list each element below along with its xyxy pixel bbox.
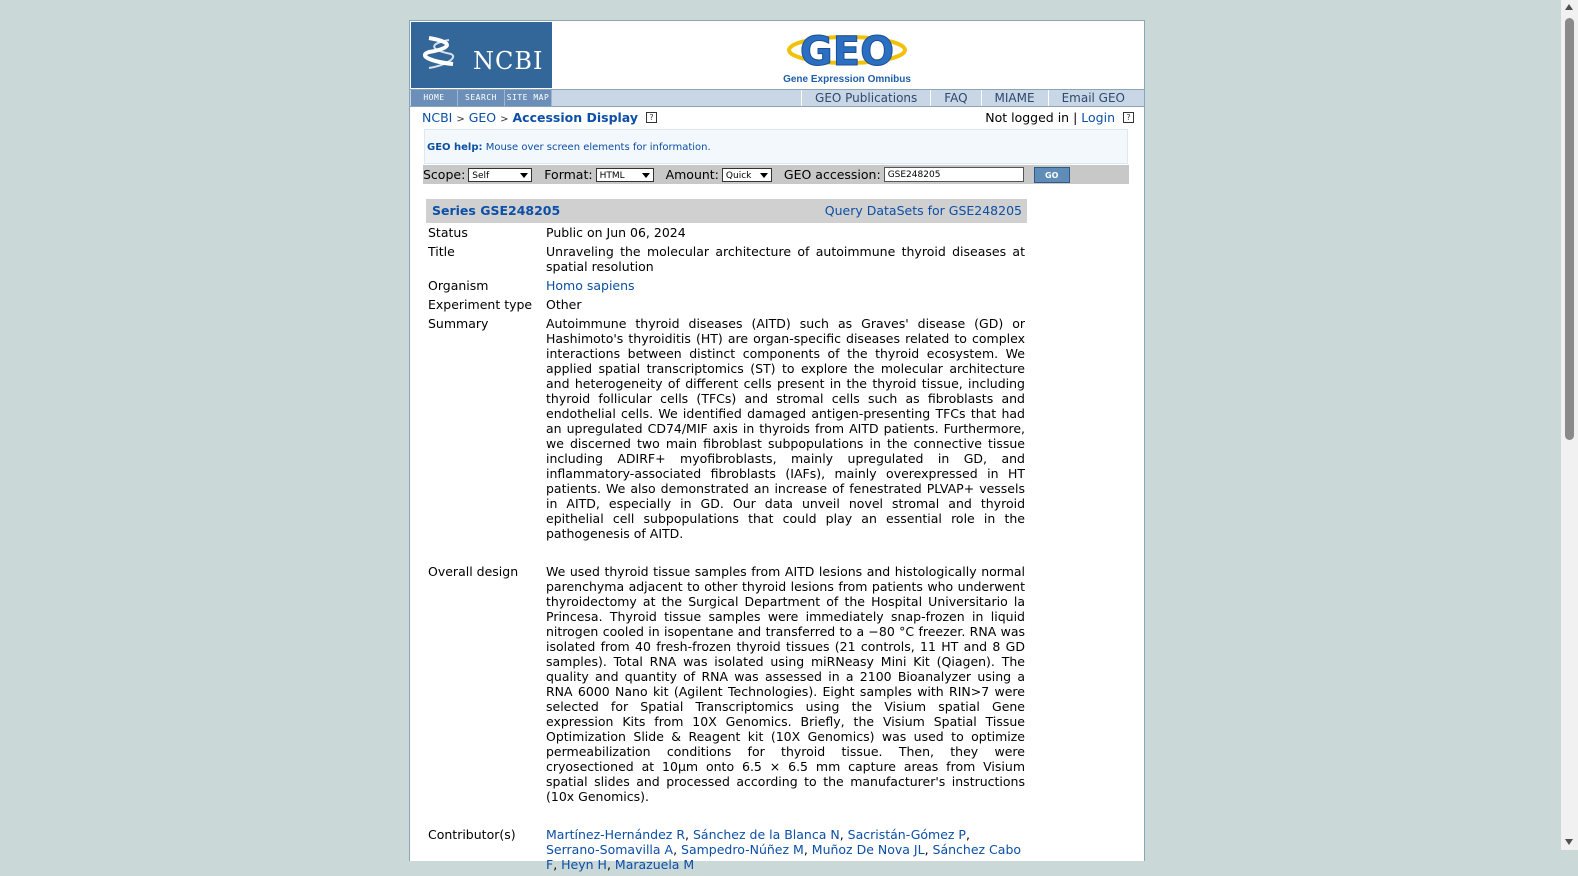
breadcrumb-ncbi[interactable]: NCBI — [422, 110, 453, 125]
series-details — [428, 225, 1025, 876]
row-organism — [428, 278, 1025, 293]
login-link[interactable]: Login — [1081, 110, 1116, 125]
row-title — [428, 244, 1025, 274]
contributor-link[interactable]: Heyn H — [561, 857, 607, 872]
contributor-link[interactable]: Serrano-Somavilla A — [546, 842, 674, 857]
contributor-link[interactable]: Martínez-Hernández R — [546, 827, 686, 842]
contributors-label: Contributor(s) — [428, 827, 516, 842]
contributor-link[interactable]: Sampedro-Núñez M — [681, 842, 804, 857]
summary-label: Summary — [428, 316, 489, 331]
nav-search[interactable]: SEARCH — [458, 90, 505, 106]
geo-nav — [801, 90, 1138, 106]
geo-logo-text: GEO — [799, 29, 895, 73]
ncbi-logo-text: NCBI — [473, 47, 544, 75]
title-label: Title — [428, 244, 455, 259]
breadcrumb-separator: > — [500, 114, 509, 125]
overall-design-value: We used thyroid tissue samples from AITD lesions and histologically normal parenchyma adjacent to other thyroid lesions from patients who underwent thyroidectomy at the Surgical Department of the Hospital Universitario la Princesa. Thyroid tissue samples were immediately snap-frozen in liquid nitrogen cooled in isopentane and transferred to a −80 °C freezer. RNA was isolated from 40 fresh-frozen thyroid tissues (21 controls, 11 HT and 8 GD samples). Total RNA was isolated using miRNeasy Mini Kit (Qiagen). The quality and quantity of RNA was assessed in a 2100 Bioanalyzer using a RNA 6000 Nano kit (Agilent Technologies). Eight samples with RIN>7 were selected for Spatial Transcriptomics using the Visium spatial Gene expression Kits from 10X Genomics. Briefly, the Visium Spatial Tissue Optimization Slide & Reagent kit (10X Genomics) was used to optimize permeabilization conditions for thyroid tissue. Then, they were cryosectioned at 10μm onto 6.5 × 6.5 mm capture areas from Visium spatial slides and processed according to the manufacturer's instructions (10x Genomics). — [546, 564, 1025, 804]
organism-link[interactable]: Homo sapiens — [546, 278, 635, 293]
nav-home[interactable]: HOME — [411, 90, 458, 106]
scrollbar-thumb[interactable] — [1565, 18, 1574, 440]
nav-faq[interactable]: FAQ — [930, 90, 980, 106]
geo-logo[interactable] — [782, 27, 912, 87]
breadcrumb-current: Accession Display — [512, 110, 639, 125]
nav-miame[interactable]: MIAME — [981, 90, 1048, 106]
nav-site-map[interactable]: SITE MAP — [505, 90, 552, 106]
accession-controls — [423, 165, 1129, 184]
series-title: Series GSE248205 — [432, 203, 561, 218]
go-button[interactable]: GO — [1034, 167, 1070, 183]
login-divider: | — [1073, 110, 1078, 125]
scope-select[interactable]: Self — [468, 168, 532, 182]
geo-logo-mark — [782, 27, 912, 73]
help-label: GEO help: — [427, 142, 483, 153]
summary-value: Autoimmune thyroid diseases (AITD) such as Graves' disease (GD) or Hashimoto's thyroiditis (HT) are organ-specific diseases related to complex interactions between distinct components of the thyroid ecosystem. We applied spatial transcriptomics (ST) to explore the molecular architecture and heterogeneity of different cells present in the thyroid tissue, including thyroid follicular cells (TFCs) and stromal cells such as fibroblasts and endothelial cells. We identified damaged antigen-presenting TFCs that had an upregulated CD74/MIF axis in thyroids from AITD patients. Furthermore, we discerned two main fibroblast subpopulations in the connective tissue including ADIRF+ myofibroblasts, mainly upregulated in GD, and inflammatory-associated fibroblasts (IAFs), mainly overexpressed in HT patients. We also demonstrated an increase of fenestrated PLVAP+ vessels in AITD, especially in GD. Our data unveil novel stromal and thyroid epithelial cell subpopulations that could play an essential role in the pathogenesis of AITD. — [546, 316, 1025, 541]
series-header — [426, 199, 1027, 223]
experiment-type-label: Experiment type — [428, 297, 533, 312]
accession-label: GEO accession: — [783, 167, 881, 182]
help-icon[interactable]: ? — [646, 112, 657, 123]
session-status — [985, 110, 1134, 125]
ncbi-logo[interactable] — [411, 22, 553, 88]
contributor-link[interactable]: Sánchez Cabo F — [546, 842, 1022, 872]
page-container — [409, 20, 1145, 872]
accession-input[interactable]: GSE248205 — [884, 167, 1024, 182]
row-experiment-type — [428, 297, 1025, 312]
contributor-link[interactable]: Marazuela M — [614, 857, 695, 872]
row-overall-design — [428, 564, 1025, 804]
amount-select[interactable]: Quick — [722, 168, 772, 182]
geo-help-box — [424, 129, 1128, 164]
scope-label: Scope: — [423, 167, 466, 182]
ncbi-nav — [411, 90, 552, 106]
title-value: Unraveling the molecular architecture of autoimmune thyroid diseases at spatial resolution — [546, 244, 1025, 274]
row-status — [428, 225, 1025, 240]
login-status: Not logged in — [985, 110, 1070, 125]
contributor-link[interactable]: Sacristán-Gómez P — [847, 827, 966, 842]
contributor-link[interactable]: Sánchez de la Blanca N — [692, 827, 840, 842]
vertical-scrollbar[interactable] — [1561, 0, 1578, 850]
breadcrumb-separator: > — [456, 114, 465, 125]
help-text: Mouse over screen elements for information. — [485, 142, 711, 153]
format-label: Format: — [544, 167, 593, 182]
geo-logo-subtitle: Gene Expression Omnibus — [783, 74, 911, 85]
nav-email-geo[interactable]: Email GEO — [1048, 90, 1138, 106]
amount-label: Amount: — [665, 167, 719, 182]
overall-design-label: Overall design — [428, 564, 519, 579]
organism-label: Organism — [428, 278, 489, 293]
row-summary — [428, 316, 1025, 541]
query-datasets-link[interactable]: Query DataSets for GSE248205 — [824, 203, 1022, 218]
scroll-up-icon[interactable] — [1565, 4, 1573, 10]
contributor-link[interactable]: Muñoz De Nova JL — [811, 842, 925, 857]
dna-helix-icon — [423, 34, 459, 74]
scroll-down-icon[interactable] — [1565, 839, 1573, 845]
status-label: Status — [428, 225, 468, 240]
status-value: Public on Jun 06, 2024 — [546, 225, 686, 240]
nav-geo-publications[interactable]: GEO Publications — [801, 90, 930, 106]
contributors-list: Martínez-Hernández R, Sánchez de la Blanca N, Sacristán-Gómez P, Serrano-Somavilla A, Sampedro-Núñez M, Muñoz De Nova JL, Sánchez Cabo F, Heyn H, Marazuela M — [546, 827, 1022, 872]
format-select[interactable]: HTML — [596, 168, 654, 182]
nav-bar — [410, 89, 1144, 107]
help-icon[interactable]: ? — [1123, 112, 1134, 123]
experiment-type-value: Other — [546, 297, 582, 312]
breadcrumb-geo[interactable]: GEO — [468, 110, 497, 125]
breadcrumb — [422, 110, 657, 125]
